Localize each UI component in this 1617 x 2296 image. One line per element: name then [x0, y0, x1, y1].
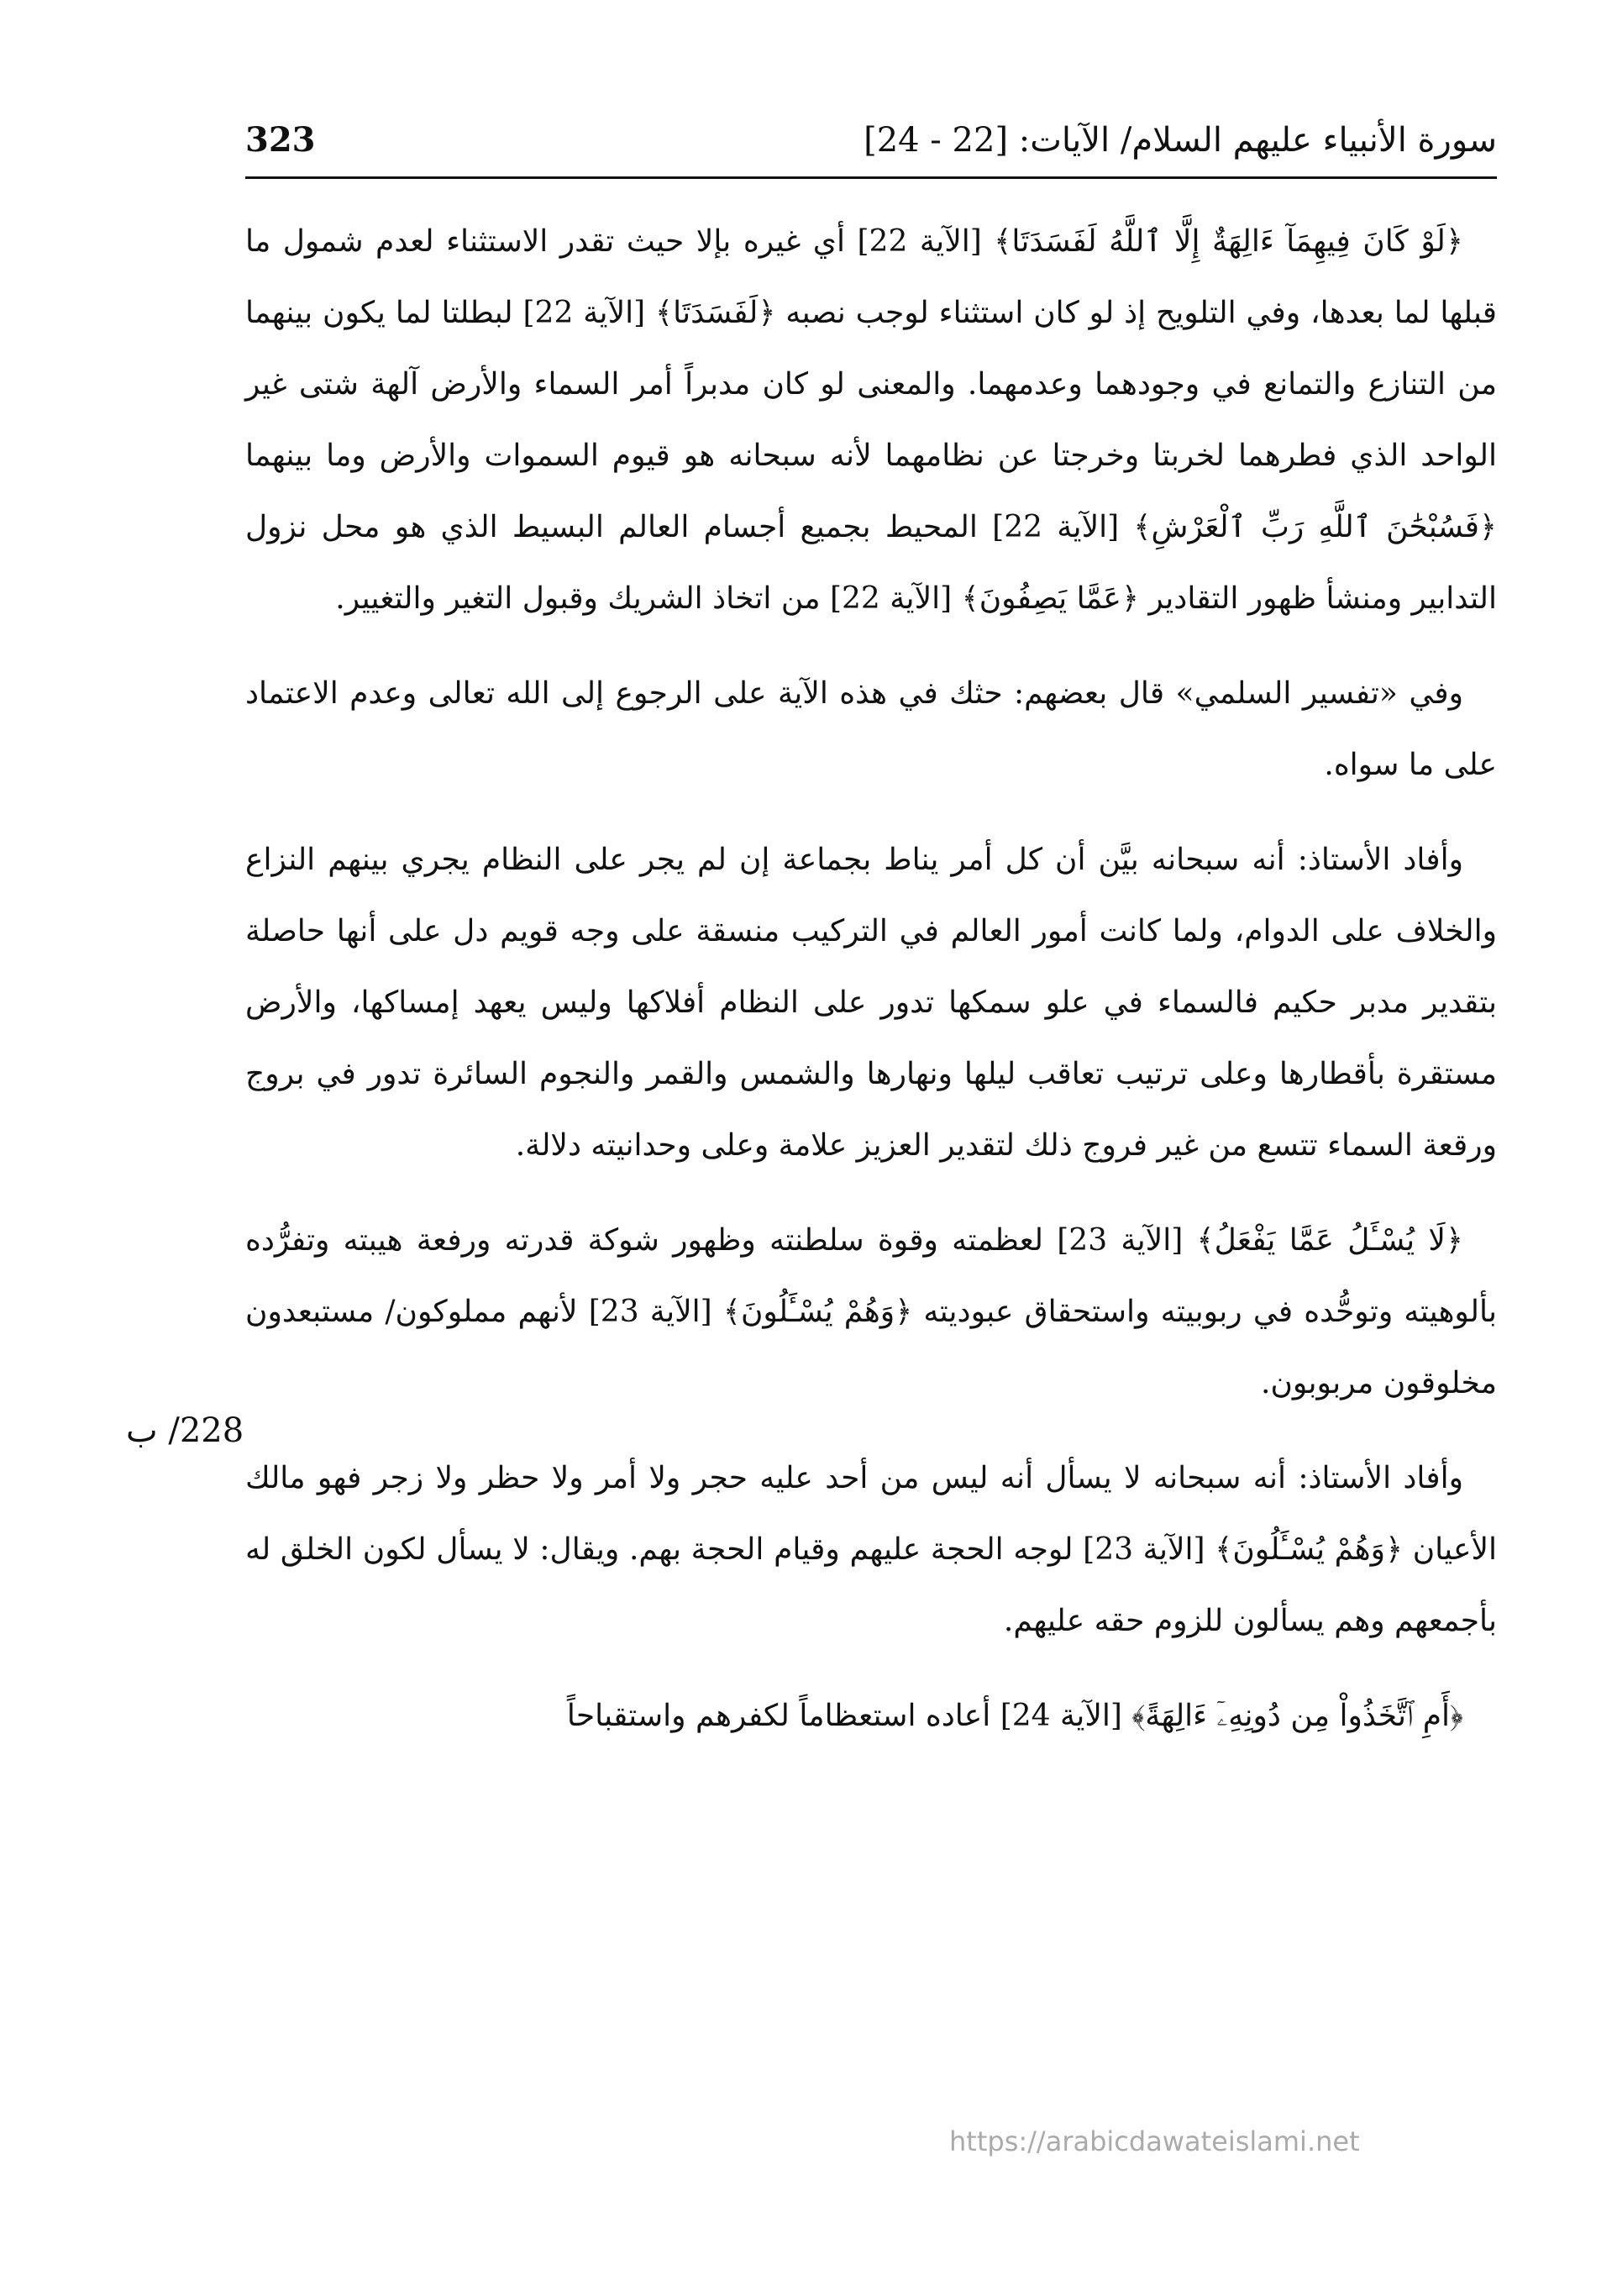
paragraph-1: ﴿لَوْ كَانَ فِيهِمَآ ءَالِهَةٌ إِلَّا ٱللَّهُ لَفَسَدَتَا﴾ [الآية 22] أي غيره بإلا حيث تقدر الاستثناء لعدم شمول ما قبلها لما بعدها، وفي التلويح إذ لو كان استثناء لوجب نصبه ﴿لَفَسَدَتَا﴾ [الآية 22] لبطلتا لما يكون بينهما من التنازع والتمانع في وجودهما وعدمهما. والمعنى لو كان مدبراً أمر السماء والأرض آلهة شتى غير الواحد الذي فطرهما لخربتا وخرجتا عن نظامهما لأنه سبحانه هو قيوم السموات والأرض وما بينهما ﴿فَسُبْحَٰنَ ٱللَّهِ رَبِّ ٱلْعَرْشِ﴾ [الآية 22] المحيط بجميع أجسام العالم البسيط الذي هو محل نزول التدابير ومنشأ ظهور التقادير ﴿عَمَّا يَصِفُونَ﴾ [الآية 22] من اتخاذ الشريك وقبول التغير والتغيير. — [245, 224, 1497, 616]
paragraph-5: وأفاد الأستاذ: أنه سبحانه لا يسأل أنه ليس من أحد عليه حجر ولا أمر ولا حظر ولا زجر فهو مالك الأعيان ﴿وَهُمْ يُسْـَٔلُونَ﴾ [الآية 23] لوجه الحجة عليهم وقيام الحجة بهم. ويقال: لا يسأل لكون الخلق له بأجمعهم وهم يسألون للزوم حقه عليهم. — [245, 1461, 1497, 1638]
header-rule — [245, 176, 1497, 179]
paragraph-6: ﴿أَمِ ٱتَّخَذُواْ مِن دُونِهِۦٓ ءَالِهَةً﴾ [الآية 24] أعاده استعظاماً لكفرهم واستقباحاً — [566, 1699, 1463, 1733]
body-text — [245, 206, 1497, 1775]
running-head: سورة الأنبياء عليهم السلام/ الآيات: [22 - 24] — [864, 121, 1497, 160]
manuscript-folio-note: 228/ ب — [126, 1411, 244, 1450]
paragraph-3: وأفاد الأستاذ: أنه سبحانه بيَّن أن كل أمر يناط بجماعة إن لم يجر على النظام يجري بينهم النزاع والخلاف على الدوام، ولما كانت أمور العالم في التركيب منسقة على وجه قويم دل على أنها حاصلة بتقدير مدبر حكيم فالسماء في علو سمكها تدور على النظام أفلاكها وليس يعهد إمساكها، والأرض مستقرة بأقطارها وعلى ترتيب تعاقب ليلها ونهارها والشمس والقمر والنجوم السائرة تدور في بروج ورقعة السماء تتسع من غير فروج ذلك لتقدير العزيز علامة وعلى وحدانيته دلالة. — [245, 843, 1497, 1163]
watermark-url: https://arabicdawateislami.net — [949, 2125, 1360, 2157]
paragraph-2: وفي «تفسير السلمي» قال بعضهم: حثك في هذه الآية على الرجوع إلى الله تعالى وعدم الاعتماد على ما سواه. — [245, 676, 1497, 782]
page-number: 323 — [245, 120, 316, 160]
page-header — [245, 119, 1497, 171]
paragraph-4: ﴿لَا يُسْـَٔلُ عَمَّا يَفْعَلُ﴾ [الآية 23] لعظمته وقوة سلطنته وظهور شوكة قدرته ورفعة هيبته وتفرُّده بألوهيته وتوحُّده في ربوبيته واستحقاق عبوديته ﴿وَهُمْ يُسْـَٔلُونَ﴾ [الآية 23] لأنهم مملوكون/ مستبعدون مخلوقون مربوبون. — [245, 1223, 1497, 1400]
